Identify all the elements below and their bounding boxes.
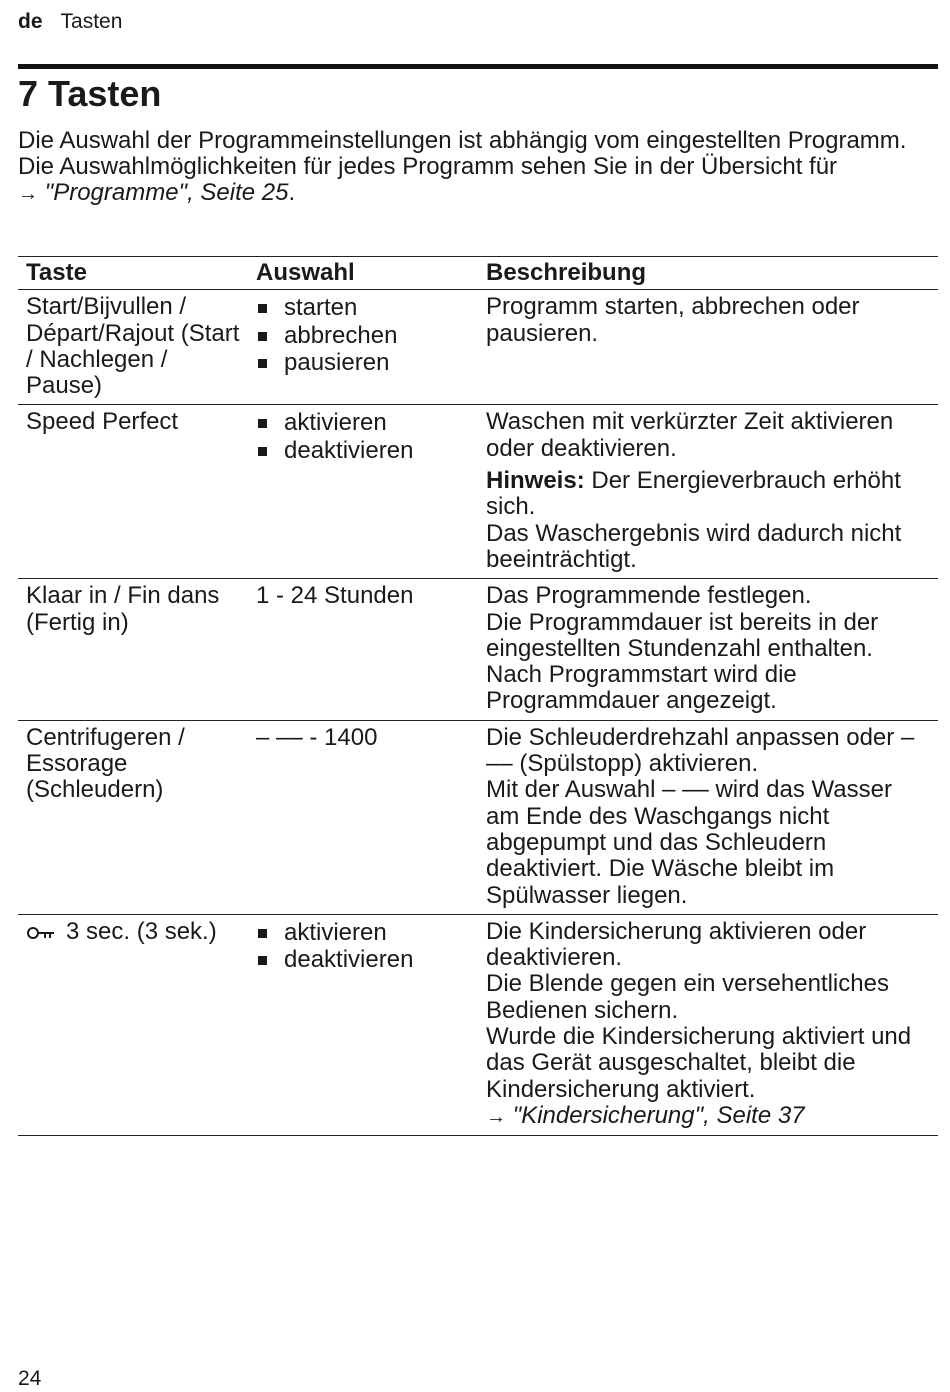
option-item: aktivieren — [256, 919, 470, 947]
option-list — [256, 294, 470, 377]
taste-cell: Start/Bijvullen / Départ/Rajout (Start / Nachlegen / Pause) — [18, 290, 248, 405]
arrow-icon: → — [18, 183, 38, 205]
beschreibung-cell — [478, 720, 938, 914]
description-text: Die Kindersicherung aktivieren oder deaktivieren. — [486, 917, 867, 972]
table-row — [18, 720, 938, 914]
note-text-2: Das Waschergebnis wird dadurch nicht beeinträchtigt. — [486, 519, 902, 573]
beschreibung-cell — [478, 914, 938, 1135]
beschreibung-cell — [478, 405, 938, 579]
table-row — [18, 914, 938, 1135]
option-list — [256, 409, 470, 464]
chapter-title: 7 Tasten — [18, 73, 162, 114]
auswahl-cell — [248, 914, 478, 1135]
note-text: Der Energieverbrauch erhöht sich. — [486, 467, 901, 521]
kindersicherung-link[interactable]: "Kindersicherung", Seite 37 — [512, 1101, 805, 1129]
description-text-2: Die Blende gegen ein versehentliches Bedienen sichern. — [486, 970, 889, 1024]
table-header-row — [18, 257, 938, 290]
column-header-beschreibung: Beschreibung — [478, 257, 938, 290]
intro-xref-line: → "Programme", Seite 25. — [18, 179, 296, 206]
beschreibung-cell — [478, 290, 938, 405]
column-header-auswahl: Auswahl — [248, 257, 478, 290]
table-row — [18, 579, 938, 720]
taste-cell — [18, 914, 248, 1135]
option-item: starten — [256, 294, 470, 322]
key-icon — [26, 926, 56, 940]
programme-link[interactable]: "Programme", Seite 25 — [44, 179, 289, 206]
intro-paragraph — [18, 128, 933, 207]
taste-cell: Centrifugeren / Essorage (Schleudern) — [18, 720, 248, 914]
option-item: abbrechen — [256, 322, 470, 350]
description-text-2: Die Programmdauer ist bereits in der eingestellten Stundenzahl enthalten. — [486, 608, 879, 662]
option-item: pausieren — [256, 349, 470, 377]
language-code: de — [18, 10, 43, 33]
auswahl-cell — [248, 405, 478, 579]
description-text: Das Programmende festlegen. — [486, 582, 812, 610]
auswahl-cell: 1 - 24 Stunden — [248, 579, 478, 720]
description-text: Programm starten, abbrechen oder pausieren. — [486, 293, 860, 347]
taste-cell: Klaar in / Fin dans (Fertig in) — [18, 579, 248, 720]
column-header-taste: Taste — [18, 257, 248, 290]
description-text-3: Nach Programmstart wird die Programmdauer angezeigt. — [486, 661, 797, 715]
option-item: deaktivieren — [256, 946, 470, 974]
description-text: Waschen mit verkürzter Zeit aktivieren oder deaktivieren. — [486, 408, 894, 462]
note — [486, 468, 930, 521]
page-header — [18, 8, 122, 36]
xref-line — [486, 1103, 930, 1130]
description-text-3: Wurde die Kindersicherung aktiviert und das Gerät ausgeschaltet, bleibt die Kindersicherung aktiviert. — [486, 1023, 912, 1103]
table-row — [18, 405, 938, 579]
auswahl-cell — [248, 290, 478, 405]
page-number: 24 — [18, 1367, 42, 1390]
option-list — [256, 919, 470, 974]
intro-text: Die Auswahl der Programmeinstellungen ist abhängig vom eingestellten Programm. Die Auswahlmöglichkeiten für jedes Programm sehen Sie in der Übersicht für — [18, 127, 907, 180]
auswahl-cell: – –– - 1400 — [248, 720, 478, 914]
keys-table — [18, 256, 938, 1136]
section-name: Tasten — [60, 10, 123, 33]
header-rule — [18, 64, 938, 69]
beschreibung-cell — [478, 579, 938, 720]
description-text-2: Mit der Auswahl – –– wird das Wasser am Ende des Waschgangs nicht abgepumpt und das Schleudern deaktiviert. Die Wäsche bleibt im Spülwasser liegen. — [486, 776, 892, 909]
description-text: Die Schleuderdrehzahl anpassen oder – –– (Spülstopp) aktivieren. — [486, 723, 915, 778]
option-item: aktivieren — [256, 409, 470, 437]
option-item: deaktivieren — [256, 437, 470, 465]
note-label: Hinweis: — [486, 467, 585, 495]
taste-cell: Speed Perfect — [18, 405, 248, 579]
arrow-icon: → — [486, 1105, 506, 1128]
taste-text: 3 sec. (3 sek.) — [66, 917, 217, 945]
table-row — [18, 290, 938, 405]
